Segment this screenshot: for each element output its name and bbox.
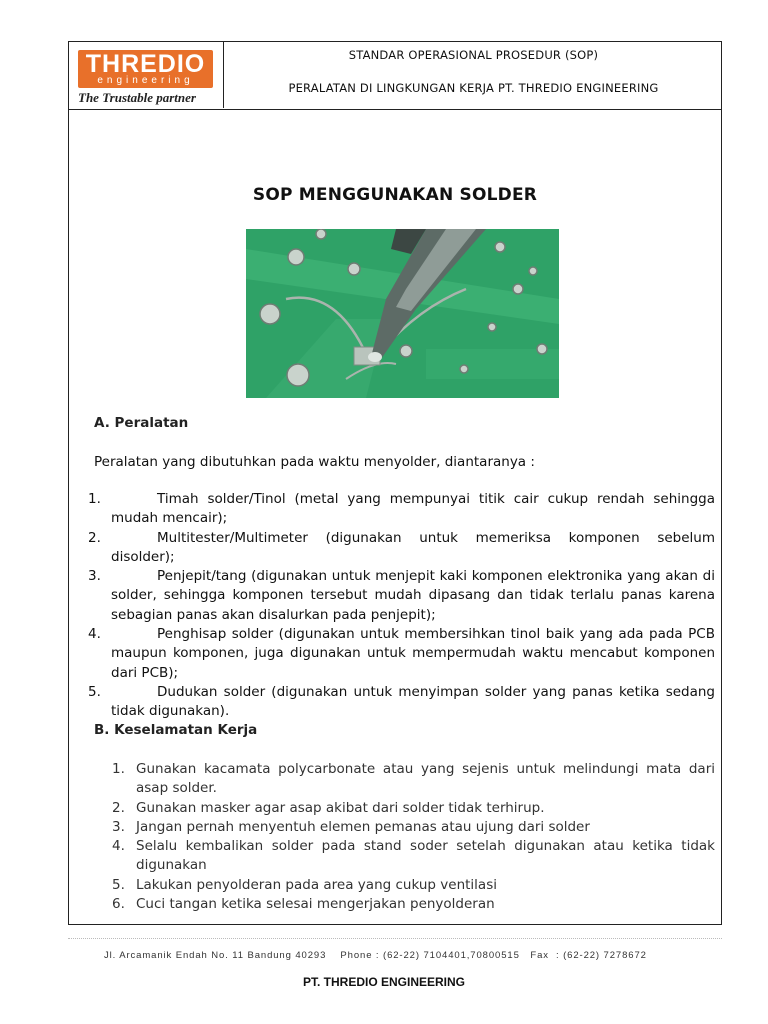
list-item <box>112 895 715 914</box>
header-title-subject: PERALATAN DI LINGKUNGAN KERJA PT. THREDIO ENGINEERING <box>288 81 659 95</box>
soldering-photo <box>246 229 559 398</box>
list-item <box>112 760 715 799</box>
item-text: Cuci tangan ketika selesai mengerjakan penyolderan <box>136 896 495 913</box>
item-text: Selalu kembalikan solder pada stand soder setelah digunakan atau ketika tidak digunakan <box>136 838 715 874</box>
logo-tagline: The Trustable partner <box>78 90 196 105</box>
item-number: 5. <box>88 683 101 700</box>
equipment-list <box>87 490 715 722</box>
footer-address: Jl. Arcamanik Endah No. 11 Bandung 40293 Phone : (62-22) 7104401,70800515 Fax : (62-22) 7278672 <box>104 950 647 961</box>
item-number: 4. <box>88 626 101 643</box>
logo-badge <box>78 50 213 88</box>
item-number: 6. <box>112 896 125 913</box>
item-text: Jangan pernah menyentuh elemen pemanas atau ujung dari solder <box>136 818 590 835</box>
item-number: 5. <box>112 876 125 893</box>
item-text: Lakukan penyolderan pada area yang cukup ventilasi <box>136 876 497 893</box>
item-text: Penjepit/tang (digunakan untuk menjepit kaki komponen elektronika yang akan di solder, sehingga komponen tersebut mudah dipasang dan tidak terlalu panas karena sebagian panas akan disalurkan pada penjepit); <box>111 568 715 623</box>
item-number: 3. <box>88 568 101 585</box>
footer-company-name: PT. THREDIO ENGINEERING <box>302 975 466 989</box>
item-text: Gunakan kacamata polycarbonate atau yang sejenis untuk melindungi mata dari asap solder. <box>136 761 715 797</box>
list-item <box>112 876 715 895</box>
list-item <box>112 837 715 876</box>
logo-subtitle: engineering <box>97 75 194 86</box>
list-item <box>112 799 715 818</box>
item-text: Dudukan solder (digunakan untuk menyimpan solder yang panas ketika sedang tidak digunakan). <box>111 683 715 720</box>
document-title: SOP MENGGUNAKAN SOLDER <box>252 185 538 205</box>
item-number: 1. <box>112 761 125 777</box>
document-header <box>69 42 721 110</box>
item-text: Timah solder/Tinol (metal yang mempunyai titik cair cukup rendah sehingga mudah mencair); <box>111 491 715 527</box>
section-a-intro: Peralatan yang dibutuhkan pada waktu menyolder, diantaranya : <box>94 454 535 470</box>
list-item <box>87 529 715 568</box>
item-number: 2. <box>112 799 125 816</box>
section-a-heading: A. Peralatan <box>94 415 189 431</box>
header-title-sop: STANDAR OPERASIONAL PROSEDUR (SOP) <box>348 48 599 62</box>
item-text: Multitester/Multimeter (digunakan untuk memeriksa komponen sebelum disolder); <box>111 529 715 565</box>
safety-list <box>112 760 715 914</box>
list-item <box>87 567 715 625</box>
item-number: 4. <box>112 838 125 855</box>
footer-divider <box>68 938 722 939</box>
section-b-heading: B. Keselamatan Kerja <box>94 722 258 738</box>
document-frame <box>68 41 722 925</box>
logo-wordmark: THREDIO <box>85 50 206 78</box>
item-text: Gunakan masker agar asap akibat dari solder tidak terhirup. <box>136 799 545 816</box>
list-item <box>87 683 715 722</box>
list-item <box>87 490 715 529</box>
list-item <box>112 818 715 837</box>
item-number: 3. <box>112 818 125 835</box>
item-number: 2. <box>88 529 101 546</box>
company-logo <box>69 42 224 108</box>
list-item <box>87 625 715 683</box>
item-number: 1. <box>88 491 101 507</box>
item-text: Penghisap solder (digunakan untuk membersihkan tinol baik yang ada pada PCB maupun komponen, juga digunakan untuk mempermudah waktu mencabut komponen dari PCB); <box>111 626 715 681</box>
